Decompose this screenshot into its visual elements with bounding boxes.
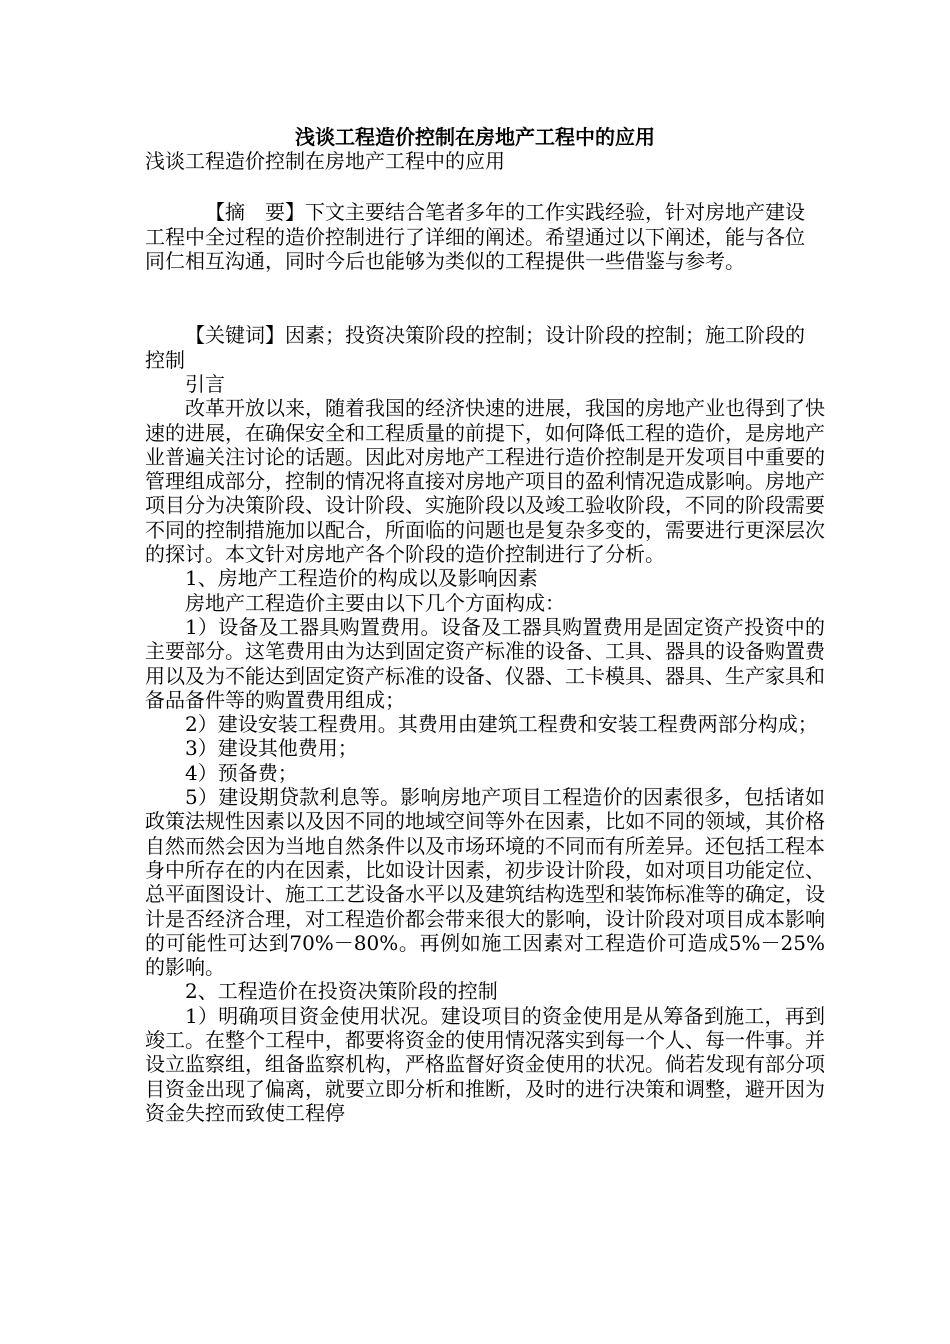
section-heading-1: 1、房地产工程造价的构成以及影响因素	[185, 566, 538, 591]
list-item: 1）设备及工器具购置费用。设备及工器具购置费用是固定资产投资中的主要部分。这笔费用由为达到固定资产标准的设备、工具、器具的设备购置费用以及为不能达到固定资产标准的设备、仪器、工卡模具、器具、生产家具和备品备件等的购置费用组成；	[145, 614, 825, 712]
document-subtitle: 浅谈工程造价控制在房地产工程中的应用	[145, 149, 505, 173]
list-item: 3）建设其他费用；	[185, 736, 358, 761]
heading-intro: 引言	[185, 372, 225, 396]
keywords-paragraph: 【关键词】因素；投资决策阶段的控制；设计阶段的控制；施工阶段的控制	[145, 323, 805, 372]
section-heading-2: 2、工程造价在投资决策阶段的控制	[185, 979, 498, 1004]
body-paragraph: 房地产工程造价主要由以下几个方面构成：	[185, 590, 565, 615]
list-item: 5）建设期贷款利息等。影响房地产项目工程造价的因素很多，包括诸如政策法规性因素以及因不同的地域空间等外在因素，比如不同的领域，其价格自然而然会因为当地自然条件以及市场环境的不同而有所差异。还包括工程本身中所存在的内在因素，比如设计因素，初步设计阶段，如对项目功能定位、总平面图设计、施工工艺设备水平以及建筑结构选型和装饰标准等的确定，设计是否经济合理，对工程造价都会带来很大的影响，设计阶段对项目成本影响的可能性可达到70%－80%。再例如施工因素对工程造价可造成5%－25%的影响。	[145, 785, 825, 980]
list-item: 4）预备费；	[185, 760, 298, 785]
body-paragraph: 改革开放以来，随着我国的经济快速的进展，我国的房地产业也得到了快速的进展，在确保安全和工程质量的前提下，如何降低工程的造价，是房地产业普遍关注讨论的话题。因此对房地产工程进行造价控制是开发项目中重要的管理组成部分，控制的情况将直接对房地产项目的盈利情况造成影响。房地产项目分为决策阶段、设计阶段、实施阶段以及竣工验收阶段，不同的阶段需要不同的控制措施加以配合，所面临的问题也是复杂多变的，需要进行更深层次的探讨。本文针对房地产各个阶段的造价控制进行了分析。	[145, 396, 825, 567]
list-item: 2）建设安装工程费用。其费用由建筑工程费和安装工程费两部分构成；	[185, 712, 818, 737]
list-item: 1）明确项目资金使用状况。建设项目的资金使用是从筹备到施工，再到竣工。在整个工程中，都要将资金的使用情况落实到每一个人、每一件事。并设立监察组，组备监察机构，严格监督好资金使用的状况。倘若发现有部分项目资金出现了偏离，就要立即分析和推断，及时的进行决策和调整，避开因为资金失控而致使工程停	[145, 1003, 825, 1125]
main-body	[145, 372, 825, 1125]
abstract-paragraph: 【摘 要】下文主要结合笔者多年的工作实践经验，针对房地产建设工程中全过程的造价控制进行了详细的阐述。希望通过以下阐述，能与各位同仁相互沟通，同时今后也能够为类似的工程提供一些借鉴与参考。	[145, 200, 805, 273]
document-title: 浅谈工程造价控制在房地产工程中的应用	[295, 125, 655, 149]
